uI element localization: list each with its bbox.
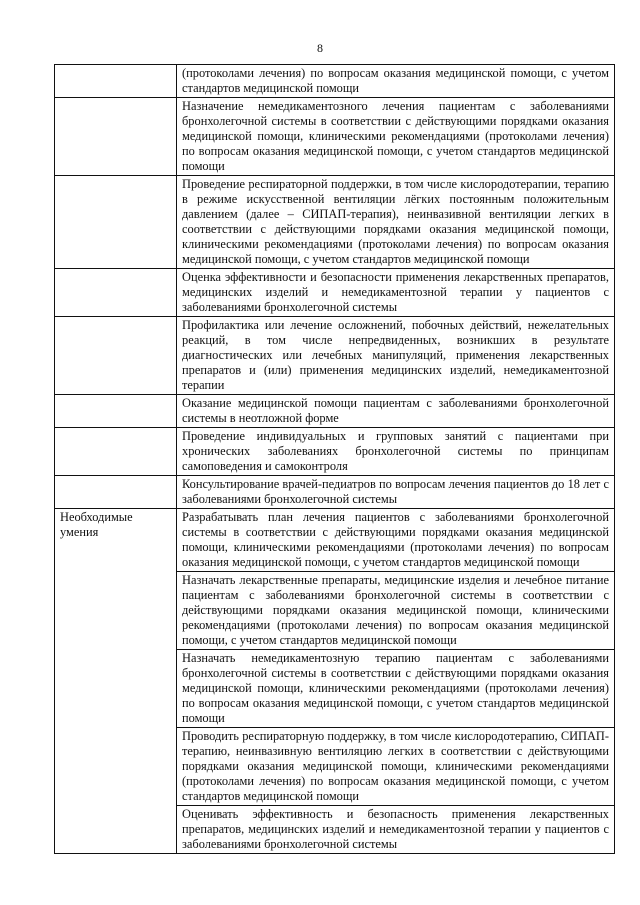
page-number: 8 [317, 41, 323, 55]
table-row [55, 509, 615, 572]
action-cell: Профилактика или лечение осложнений, побочных действий, нежелательных реакций, в том числе непредвиденных, возникших в результате диагностических или лечебных манипуляций, применения лекарственных препаратов и (или) применения медицинских изделий, немедикаментозной терапии [177, 317, 615, 395]
action-cell: Консультирование врачей-педиатров по вопросам лечения пациентов до 18 лет с заболеваниями бронхолегочной системы [177, 476, 615, 509]
label-cell-empty [55, 395, 177, 428]
label-cell-empty [55, 476, 177, 509]
action-cell: Проведение респираторной поддержки, в том числе кислородотерапии, терапию в режиме искусственной вентиляции лёгких постоянным положительным давлением (далее – СИПАП-терапия), неинвазивной вентиляции легких в соответствии с действующими порядками оказания медицинской помощи, клиническими рекомендациями (протоколами лечения) по вопросам оказания медицинской помощи, с учетом стандартов медицинской помощи [177, 176, 615, 269]
action-cell: Назначение немедикаментозного лечения пациентам с заболеваниями бронхолегочной системы в соответствии с действующими порядками оказания медицинской помощи, клиническими рекомендациями (протоколами лечения) по вопросам оказания медицинской помощи, с учетом стандартов медицинской помощи [177, 98, 615, 176]
section-label-skills: Необходимые умения [55, 509, 177, 854]
table-row [55, 476, 615, 509]
label-cell-empty [55, 317, 177, 395]
action-cell: Проведение индивидуальных и групповых занятий с пациентами при хронических заболеваниях бронхолегочной системы по принципам самоповедения и самоконтроля [177, 428, 615, 476]
table-row [55, 98, 615, 176]
label-cell-empty [55, 176, 177, 269]
requirements-table [54, 64, 615, 854]
label-cell-empty [55, 65, 177, 98]
skill-cell: Назначать немедикаментозную терапию пациентам с заболеваниями бронхолегочной системы в соответствии с действующими порядками оказания медицинской помощи, клиническими рекомендациями (протоколами лечения) по вопросам оказания медицинской помощи, с учетом стандартов медицинской помощи [177, 650, 615, 728]
skill-cell: Оценивать эффективность и безопасность применения лекарственных препаратов, медицинских изделий и немедикаментозной терапии у пациентов с заболеваниями бронхолегочной системы [177, 806, 615, 854]
action-cell: (протоколами лечения) по вопросам оказания медицинской помощи, с учетом стандартов медицинской помощи [177, 65, 615, 98]
table-row [55, 317, 615, 395]
label-cell-empty [55, 428, 177, 476]
action-cell: Оказание медицинской помощи пациентам с заболеваниями бронхолегочной системы в неотложной форме [177, 395, 615, 428]
skill-cell: Назначать лекарственные препараты, медицинские изделия и лечебное питание пациентам с заболеваниями бронхолегочной системы в соответствии с действующими порядками оказания медицинской помощи, клиническими рекомендациями (протоколами лечения) по вопросам оказания медицинской помощи, с учетом стандартов медицинской помощи [177, 572, 615, 650]
table-row [55, 269, 615, 317]
table-row [55, 395, 615, 428]
label-cell-empty [55, 269, 177, 317]
label-cell-empty [55, 98, 177, 176]
table-row [55, 428, 615, 476]
skill-cell: Разрабатывать план лечения пациентов с заболеваниями бронхолегочной системы в соответствии с действующими порядками оказания медицинской помощи, клиническими рекомендациями (протоколами лечения) по вопросам оказания медицинской помощи, с учетом стандартов медицинской помощи [177, 509, 615, 572]
skill-cell: Проводить респираторную поддержку, в том числе кислородотерапию, СИПАП-терапию, неинвазивную вентиляцию легких в соответствии с действующими порядками оказания медицинской помощи, клиническими рекомендациями (протоколами лечения) по вопросам оказания медицинской помощи, с учетом стандартов медицинской помощи [177, 728, 615, 806]
table-row [55, 176, 615, 269]
action-cell: Оценка эффективности и безопасности применения лекарственных препаратов, медицинских изделий и немедикаментозной терапии у пациентов с заболеваниями бронхолегочной системы [177, 269, 615, 317]
table-row [55, 65, 615, 98]
